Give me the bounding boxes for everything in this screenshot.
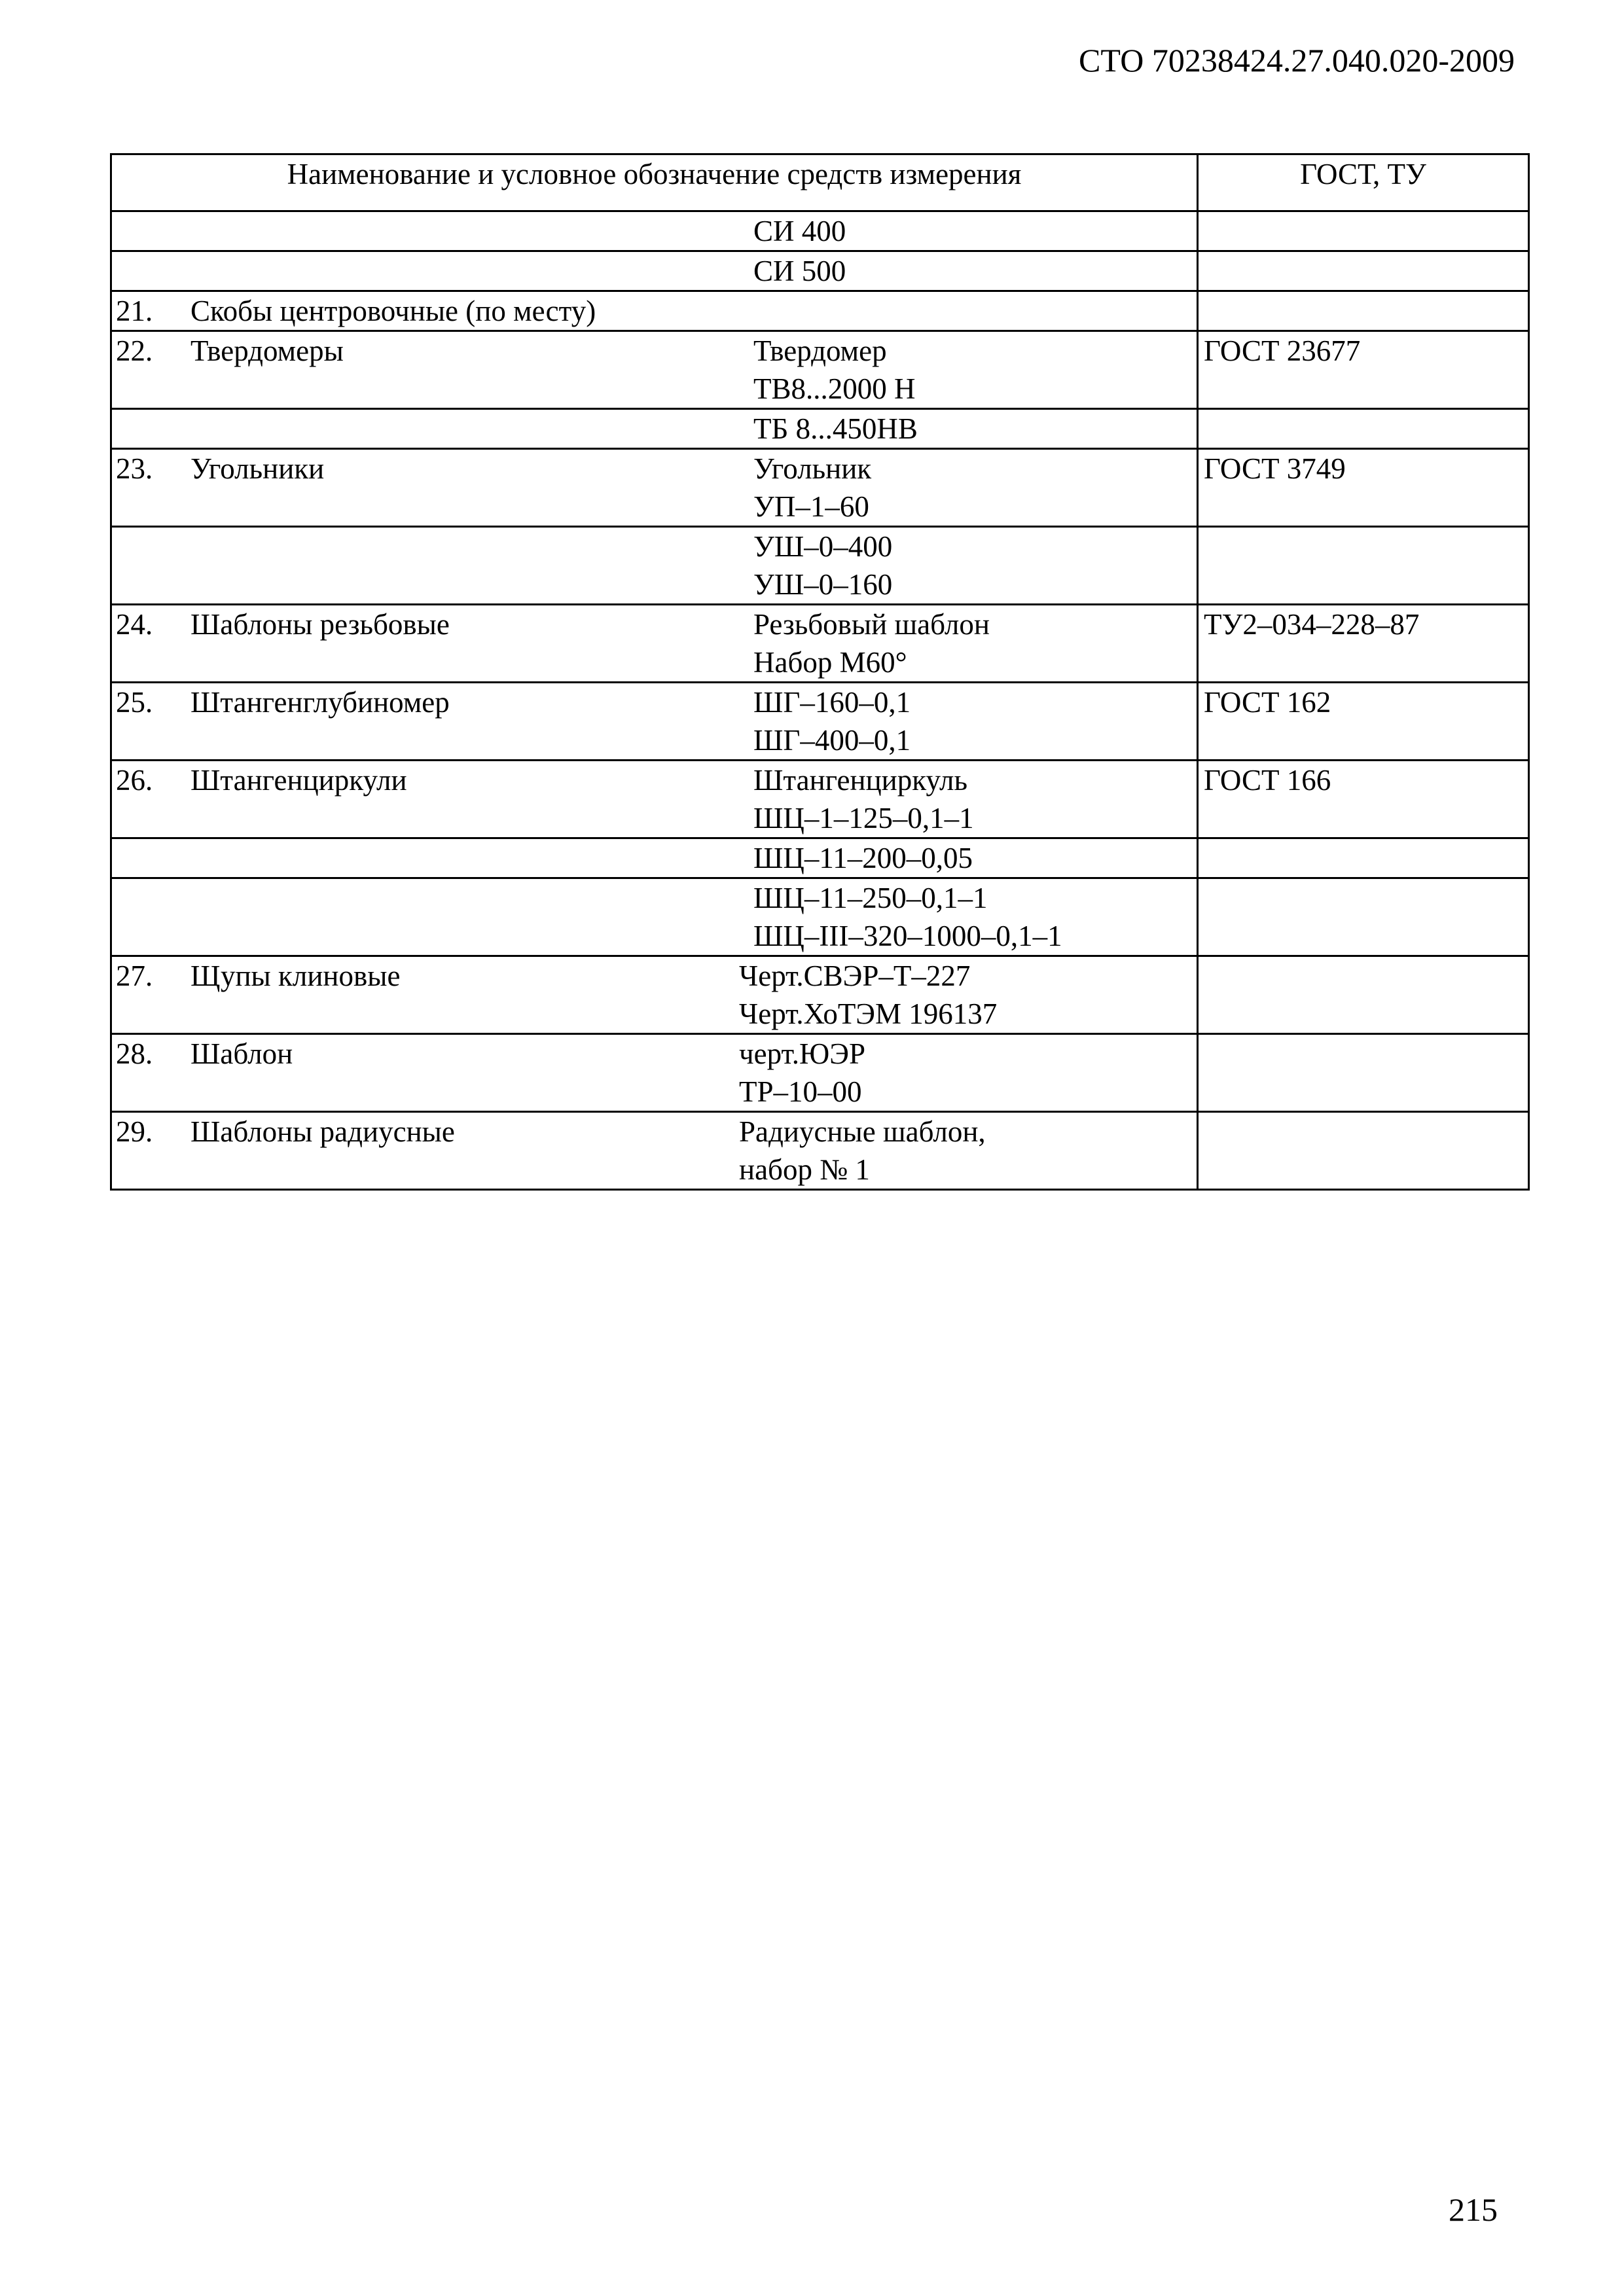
table-row bbox=[111, 291, 1529, 331]
designation-line: ШЦ–III–320–1000–0,1–1 bbox=[753, 920, 1062, 952]
designation-line: УШ–0–400 bbox=[753, 530, 893, 563]
measuring-instruments-table bbox=[110, 153, 1530, 1191]
instrument-name bbox=[190, 410, 753, 448]
standard-cell bbox=[1198, 211, 1529, 251]
item-number: 24. bbox=[116, 608, 153, 641]
instrument-name: Шаблоны резьбовые bbox=[190, 608, 450, 641]
standard-cell bbox=[1198, 761, 1529, 838]
designation-line: ШЦ–11–200–0,05 bbox=[753, 842, 973, 874]
standard-cell bbox=[1198, 409, 1529, 449]
item-number: 29. bbox=[116, 1115, 153, 1148]
standard-value: ГОСТ 3749 bbox=[1204, 452, 1346, 485]
instrument-designation bbox=[753, 683, 1197, 759]
instrument-cell-content bbox=[112, 332, 1197, 408]
designation-line: Черт.СВЭР–Т–227 bbox=[739, 960, 971, 992]
designation-line: Радиусные шаблон, bbox=[739, 1115, 986, 1148]
standard-cell bbox=[1198, 956, 1529, 1034]
instrument-cell bbox=[111, 449, 1198, 527]
standard-cell bbox=[1198, 291, 1529, 331]
instrument-designation bbox=[753, 450, 1197, 526]
standard-cell bbox=[1198, 605, 1529, 683]
instrument-name bbox=[190, 528, 753, 603]
instrument-cell bbox=[111, 761, 1198, 838]
table-row bbox=[111, 683, 1529, 761]
instrument-cell bbox=[111, 251, 1198, 291]
item-number: 25. bbox=[116, 686, 153, 719]
instrument-cell-content bbox=[112, 212, 1197, 250]
page-number: 215 bbox=[1449, 2191, 1498, 2228]
table-row bbox=[111, 761, 1529, 838]
item-number: 21. bbox=[116, 295, 153, 327]
instrument-designation bbox=[753, 410, 1197, 448]
standard-cell bbox=[1198, 331, 1529, 409]
instrument-cell bbox=[111, 956, 1198, 1034]
designation-line: УШ–0–160 bbox=[753, 568, 893, 601]
table-row bbox=[111, 1112, 1529, 1190]
standard-cell bbox=[1198, 251, 1529, 291]
instrument-cell-content bbox=[112, 605, 1197, 681]
instrument-name bbox=[190, 839, 753, 877]
instrument-name: Твердомеры bbox=[190, 334, 344, 367]
instrument-cell-content bbox=[112, 528, 1197, 603]
instrument-cell-content bbox=[112, 292, 1197, 330]
standard-value: ГОСТ 23677 bbox=[1204, 334, 1361, 367]
designation-line: Черт.ХоТЭМ 196137 bbox=[739, 997, 998, 1030]
instrument-designation bbox=[753, 879, 1197, 955]
table-row bbox=[111, 1034, 1529, 1112]
table-row bbox=[111, 409, 1529, 449]
item-number bbox=[112, 212, 190, 250]
table-row bbox=[111, 605, 1529, 683]
instrument-cell bbox=[111, 331, 1198, 409]
table-row bbox=[111, 878, 1529, 956]
instrument-designation bbox=[753, 292, 1197, 330]
designation-line: ТВ8...2000 Н bbox=[753, 372, 916, 405]
item-number: 26. bbox=[116, 764, 153, 797]
standard-value: ГОСТ 166 bbox=[1204, 764, 1331, 797]
item-number bbox=[112, 252, 190, 290]
table-row bbox=[111, 449, 1529, 527]
table-row bbox=[111, 211, 1529, 251]
table-row bbox=[111, 956, 1529, 1034]
designation-line: Резьбовый шаблон bbox=[753, 608, 990, 641]
instrument-name bbox=[190, 212, 753, 250]
designation-line: ШГ–400–0,1 bbox=[753, 724, 911, 757]
designation-line: черт.ЮЭР bbox=[739, 1037, 866, 1070]
instrument-cell bbox=[111, 291, 1198, 331]
designation-line: Штангенциркуль bbox=[753, 764, 967, 797]
instrument-cell-content bbox=[112, 879, 1197, 955]
instrument-name: Шаблоны радиусные bbox=[190, 1115, 455, 1148]
item-number bbox=[112, 879, 190, 955]
column-header-name: Наименование и условное обозначение средств измерения bbox=[111, 154, 1198, 211]
instrument-cell bbox=[111, 1034, 1198, 1112]
designation-line: Угольник bbox=[753, 452, 872, 485]
table-row bbox=[111, 331, 1529, 409]
instrument-name: Щупы клиновые bbox=[190, 960, 401, 992]
designation-line: УП–1–60 bbox=[753, 490, 869, 523]
instrument-name: Угольники bbox=[190, 452, 325, 485]
designation-line: СИ 500 bbox=[753, 255, 846, 287]
standard-cell bbox=[1198, 838, 1529, 878]
instrument-designation bbox=[739, 1035, 1197, 1111]
instrument-cell bbox=[111, 683, 1198, 761]
item-number bbox=[112, 839, 190, 877]
instrument-designation bbox=[739, 957, 1197, 1033]
designation-line: ШЦ–1–125–0,1–1 bbox=[753, 802, 974, 834]
instrument-name: Штангенглубиномер bbox=[190, 686, 450, 719]
instrument-name bbox=[190, 879, 753, 955]
instrument-designation bbox=[753, 212, 1197, 250]
instrument-name: Штангенциркули bbox=[190, 764, 407, 797]
designation-line: ШГ–160–0,1 bbox=[753, 686, 911, 719]
designation-line: Набор М60° bbox=[753, 646, 907, 679]
instrument-cell-content bbox=[112, 450, 1197, 526]
instrument-designation bbox=[753, 761, 1197, 837]
instrument-cell-content bbox=[112, 252, 1197, 290]
instrument-cell bbox=[111, 527, 1198, 605]
instrument-cell bbox=[111, 409, 1198, 449]
standard-cell bbox=[1198, 878, 1529, 956]
instrument-designation bbox=[753, 332, 1197, 408]
document-code: СТО 70238424.27.040.020-2009 bbox=[1079, 42, 1515, 79]
designation-line: ШЦ–11–250–0,1–1 bbox=[753, 882, 988, 914]
instrument-designation bbox=[753, 528, 1197, 603]
instrument-cell-content bbox=[112, 761, 1197, 837]
item-number bbox=[112, 528, 190, 603]
instrument-designation bbox=[753, 252, 1197, 290]
instrument-cell-content bbox=[112, 683, 1197, 759]
standard-cell bbox=[1198, 1112, 1529, 1190]
instrument-cell-content bbox=[112, 1035, 1197, 1111]
item-number: 28. bbox=[116, 1037, 153, 1070]
designation-line: ТР–10–00 bbox=[739, 1075, 862, 1108]
instrument-name: Скобы центровочные (по месту) bbox=[190, 295, 596, 327]
instrument-designation bbox=[739, 1113, 1197, 1189]
instrument-cell bbox=[111, 878, 1198, 956]
item-number: 23. bbox=[116, 452, 153, 485]
standard-cell bbox=[1198, 449, 1529, 527]
instrument-cell-content bbox=[112, 410, 1197, 448]
standard-cell bbox=[1198, 527, 1529, 605]
instrument-cell bbox=[111, 605, 1198, 683]
table-row bbox=[111, 251, 1529, 291]
instrument-cell-content bbox=[112, 957, 1197, 1033]
table-header-row bbox=[111, 154, 1529, 211]
standard-value: ТУ2–034–228–87 bbox=[1204, 608, 1420, 641]
instrument-name: Шаблон bbox=[190, 1037, 293, 1070]
designation-line: СИ 400 bbox=[753, 215, 846, 247]
standard-value: ГОСТ 162 bbox=[1204, 686, 1331, 719]
instrument-designation bbox=[753, 605, 1197, 681]
standard-cell bbox=[1198, 1034, 1529, 1112]
instrument-cell bbox=[111, 838, 1198, 878]
instrument-cell bbox=[111, 1112, 1198, 1190]
instrument-name bbox=[190, 252, 753, 290]
designation-line: ТБ 8...450НВ bbox=[753, 412, 918, 445]
table-row bbox=[111, 527, 1529, 605]
item-number bbox=[112, 410, 190, 448]
standard-cell bbox=[1198, 683, 1529, 761]
designation-line: Твердомер bbox=[753, 334, 887, 367]
instrument-cell-content bbox=[112, 1113, 1197, 1189]
table-body bbox=[111, 211, 1529, 1190]
column-header-standard: ГОСТ, ТУ bbox=[1198, 154, 1529, 211]
instrument-designation bbox=[753, 839, 1197, 877]
instrument-cell-content bbox=[112, 839, 1197, 877]
item-number: 22. bbox=[116, 334, 153, 367]
table-row bbox=[111, 838, 1529, 878]
instrument-cell bbox=[111, 211, 1198, 251]
designation-line: набор № 1 bbox=[739, 1153, 870, 1186]
item-number: 27. bbox=[116, 960, 153, 992]
